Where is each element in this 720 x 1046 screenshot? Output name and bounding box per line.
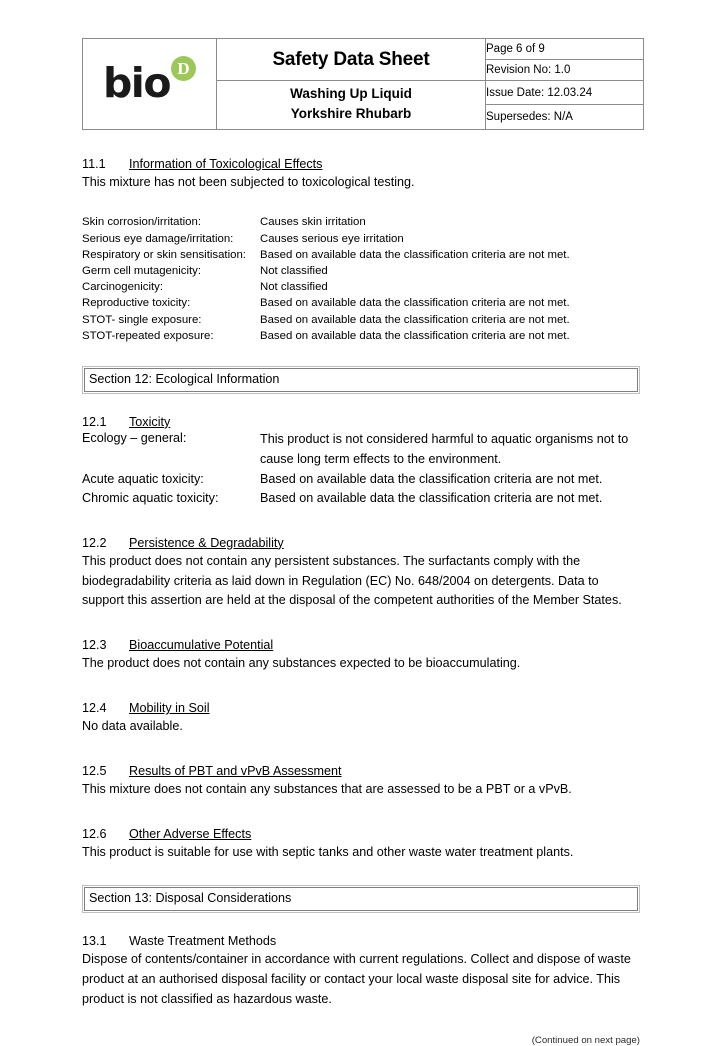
heading-11-1-number: 11.1 — [82, 156, 106, 171]
tox-label: Serious eye damage/irritation: — [82, 232, 234, 245]
eco-label: Chromic aquatic toxicity: — [82, 491, 219, 506]
biod-logo — [102, 59, 196, 108]
heading-11-1-title: Information of Toxicological Effects — [129, 156, 323, 171]
paragraph-12-3: The product does not contain any substances expected to be bioaccumulating. — [82, 656, 521, 671]
tox-value: Based on available data the classification criteria are not met. — [260, 297, 570, 310]
heading-13-1-title: Waste Treatment Methods — [129, 933, 277, 948]
product-name — [217, 81, 485, 129]
heading-12-3-title: Bioaccumulative Potential — [129, 638, 274, 653]
heading-12-4-title: Mobility in Soil — [129, 701, 210, 716]
tox-label: Respiratory or skin sensitisation: — [82, 248, 246, 261]
product-name-line2: Yorkshire Rhubarb — [290, 106, 412, 122]
section-12-banner-label: Section 12: Ecological Information — [84, 368, 638, 392]
heading-12-5-number: 12.5 — [82, 764, 107, 779]
paragraph-12-5: This mixture does not contain any substances that are assessed to be a PBT or a vPvB. — [82, 782, 572, 797]
tox-label: Reproductive toxicity: — [82, 297, 191, 310]
section-12-banner — [82, 366, 640, 394]
paragraph-12-2: This product does not contain any persistent substances. The surfactants comply with the biodegradability criteria as laid down in Regulation (EC) No. 648/2004 on detergents. Data to support this assertion are held at the disposal of the competent authorities of the Member States. — [82, 553, 622, 608]
heading-12-5-title: Results of PBT and vPvB Assessment — [129, 764, 342, 779]
tox-label: Carcinogenicity: — [82, 281, 164, 294]
heading-11-1 — [82, 157, 640, 171]
heading-13-1-number: 13.1 — [82, 933, 107, 948]
eco-value: Based on available data the classification criteria are not met. — [260, 471, 603, 486]
heading-13-1 — [82, 934, 640, 948]
table-row — [82, 214, 640, 230]
meta-supersedes: Supersedes: N/A — [486, 105, 644, 129]
heading-12-1 — [82, 415, 640, 429]
tox-label: STOT-repeated exposure: — [82, 329, 214, 342]
tox-value: Causes serious eye irritation — [260, 232, 404, 245]
table-row — [82, 328, 640, 344]
heading-12-5 — [82, 764, 640, 778]
eco-value: Based on available data the classification criteria are not met. — [260, 491, 603, 506]
section-13-banner — [82, 885, 640, 913]
eco-label: Ecology – general: — [82, 430, 187, 445]
paragraph-12-6: This product is suitable for use with septic tanks and other waste water treatment plants. — [82, 845, 574, 860]
paragraph-11-1-intro: This mixture has not been subjected to toxicological testing. — [82, 174, 415, 189]
eco-label: Acute aquatic toxicity: — [82, 471, 204, 486]
document-title-cell — [217, 39, 486, 81]
document-header-table — [82, 38, 644, 130]
continued-footer-note: (Continued on next page) — [531, 1034, 640, 1046]
heading-12-1-title: Toxicity — [129, 414, 171, 429]
heading-12-6-number: 12.6 — [82, 827, 107, 842]
heading-12-3-number: 12.3 — [82, 638, 107, 653]
tox-value: Based on available data the classification criteria are not met. — [260, 329, 570, 342]
table-row — [82, 489, 640, 509]
ecological-toxicity-table — [82, 429, 640, 509]
tox-label: Germ cell mutagenicity: — [82, 264, 202, 277]
tox-value: Causes skin irritation — [260, 216, 366, 229]
table-row — [82, 231, 640, 247]
table-row — [82, 279, 640, 295]
tox-value: Based on available data the classification criteria are not met. — [260, 313, 570, 326]
heading-12-1-number: 12.1 — [82, 414, 107, 429]
product-name-cell — [217, 81, 486, 130]
table-row — [82, 312, 640, 328]
heading-12-2-number: 12.2 — [82, 535, 107, 550]
document-title: Safety Data Sheet — [272, 48, 430, 70]
heading-12-3 — [82, 638, 640, 652]
table-row — [82, 295, 640, 311]
heading-12-2-title: Persistence & Degradability — [129, 535, 284, 550]
table-row — [82, 263, 640, 279]
meta-page-number: Page 6 of 9 — [486, 39, 644, 60]
tox-label: STOT- single exposure: — [82, 313, 202, 326]
product-name-line1: Washing Up Liquid — [290, 86, 412, 101]
heading-12-6-title: Other Adverse Effects — [129, 827, 252, 842]
meta-issue-date: Issue Date: 12.03.24 — [486, 81, 644, 105]
heading-12-2 — [82, 536, 640, 550]
paragraph-12-4: No data available. — [82, 719, 183, 734]
section-13-banner-label: Section 13: Disposal Considerations — [84, 887, 638, 911]
heading-12-4-number: 12.4 — [82, 701, 107, 716]
logo-wordmark: bio — [102, 59, 171, 108]
eco-value: This product is not considered harmful to aquatic organisms not to cause long term effects to the environment. — [260, 431, 629, 467]
table-row — [82, 247, 640, 263]
logo-d-badge-icon: D — [171, 56, 196, 81]
heading-12-6 — [82, 827, 640, 841]
tox-value: Not classified — [260, 281, 328, 294]
page-content — [82, 38, 640, 1046]
tox-label: Skin corrosion/irritation: — [82, 216, 202, 229]
paragraph-13-1: Dispose of contents/container in accordance with current regulations. Collect and dispose of waste product at an authorised disposal facility or contact your local waste disposal site for advice. This product is not classified as hazardous waste. — [82, 951, 631, 1006]
table-row — [82, 470, 640, 490]
heading-12-4 — [82, 701, 640, 715]
tox-value: Based on available data the classification criteria are not met. — [260, 248, 570, 261]
table-row — [82, 429, 640, 470]
toxicological-effects-table — [82, 214, 640, 344]
tox-value: Not classified — [260, 264, 328, 277]
meta-revision-number: Revision No: 1.0 — [486, 60, 644, 81]
company-logo-cell — [83, 39, 217, 130]
